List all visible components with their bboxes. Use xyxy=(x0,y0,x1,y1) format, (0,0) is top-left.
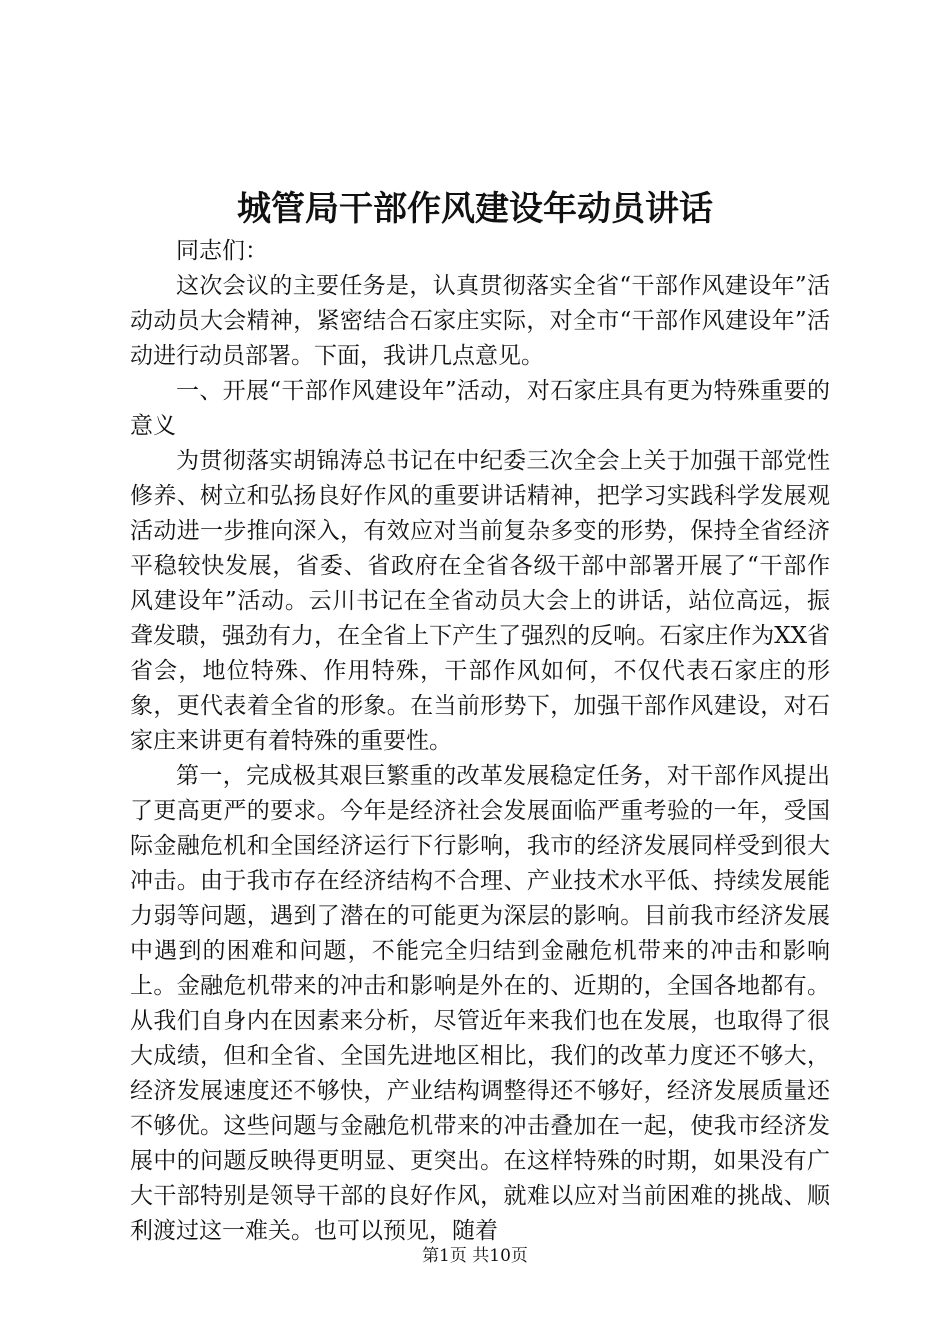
salutation-paragraph: 同志们： xyxy=(176,238,268,264)
document-title: 城管局干部作风建设年动员讲话 xyxy=(237,189,713,229)
body-paragraph: 这次会议的主要任务是，认真贯彻落实全省“干部作风建设年”活动动员大会精神，紧密结合石家庄实际，对全市“干部作风建设年”活动进行动员部署。下面，我讲几点意见。 xyxy=(130,273,830,369)
section-heading-paragraph: 一、开展“干部作风建设年”活动，对石家庄具有更为特殊重要的意义 xyxy=(130,378,830,439)
page-footer: 第1页 共10页 xyxy=(422,1246,528,1266)
body-paragraph: 第一，完成极其艰巨繁重的改革发展稳定任务，对干部作风提出了更高更严的要求。今年是经济社会发展面临严重考验的一年，受国际金融危机和全国经济运行下行影响，我市的经济发展同样受到很大冲击。由于我市存在经济结构不合理、产业技术水平低、持续发展能力弱等问题，遇到了潜在的可能更为深层的影响。目前我市经济发展中遇到的困难和问题，不能完全归结到金融危机带来的冲击和影响上。金融危机带来的冲击和影响是外在的、近期的，全国各地都有。从我们自身内在因素来分析，尽管近年来我们也在发展，也取得了很大成绩，但和全省、全国先进地区相比，我们的改革力度还不够大，经济发展速度还不够快，产业结构调整得还不够好，经济发展质量还不够优。这些问题与金融危机带来的冲击叠加在一起，使我市经济发展中的问题反映得更明显、更突出。在这样特殊的时期，如果没有广大干部特别是领导干部的良好作风，就难以应对当前困难的挑战、顺利渡过这一难关。也可以预见，随着 xyxy=(130,763,830,1244)
document-body xyxy=(130,234,830,1249)
body-paragraph: 为贯彻落实胡锦涛总书记在中纪委三次全会上关于加强干部党性修养、树立和弘扬良好作风的重要讲话精神，把学习实践科学发展观活动进一步推向深入，有效应对当前复杂多变的形势，保持全省经济平稳较快发展，省委、省政府在全省各级干部中部署开展了“干部作风建设年”活动。云川书记在全省动员大会上的讲话，站位高远，振聋发聩，强劲有力，在全省上下产生了强烈的反响。石家庄作为XX省省会，地位特殊、作用特殊，干部作风如何，不仅代表石家庄的形象，更代表着全省的形象。在当前形势下，加强干部作风建设，对石家庄来讲更有着特殊的重要性。 xyxy=(130,448,830,754)
